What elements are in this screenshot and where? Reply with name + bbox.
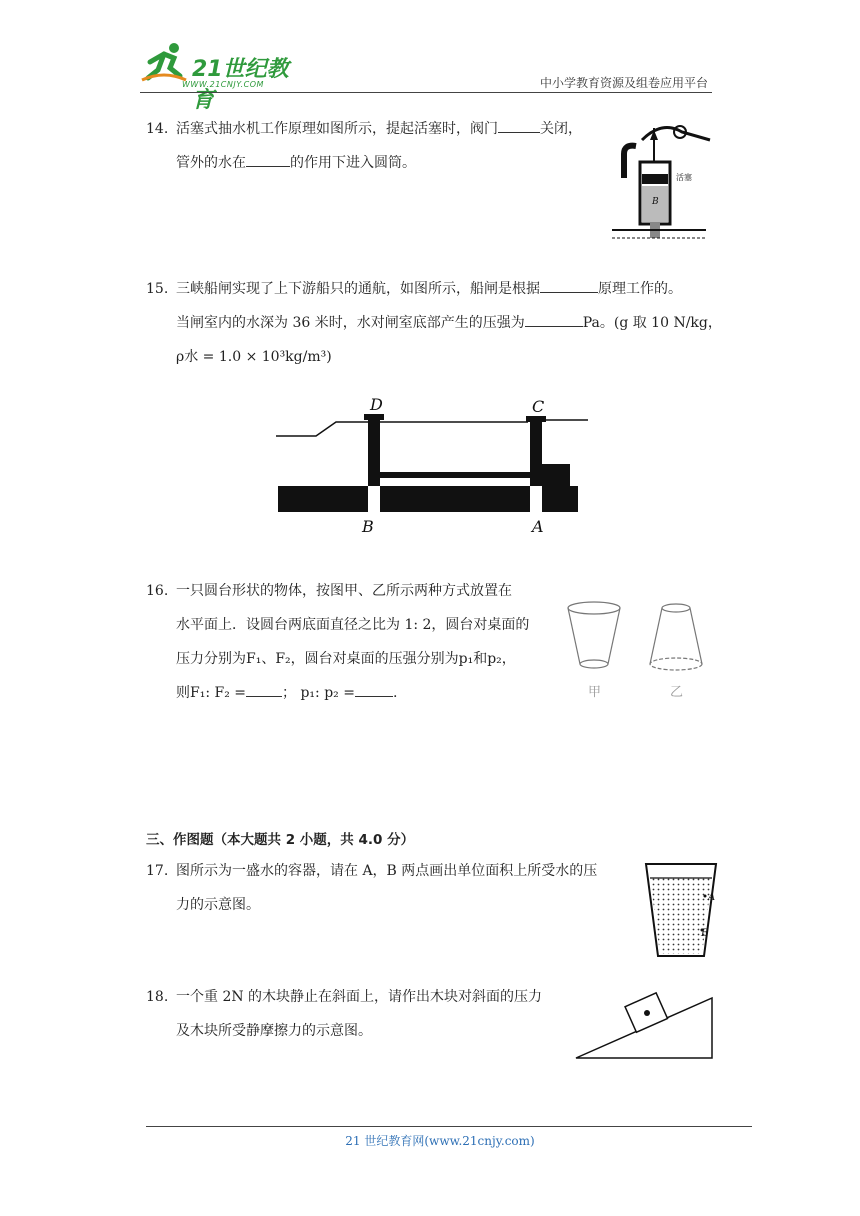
label-d: D <box>370 395 383 414</box>
piston-label: 活塞 <box>676 173 692 182</box>
q15-text-e: ρ水 = 1.0 × 10³kg/m³) <box>176 349 332 365</box>
question-15-line3 <box>146 340 726 374</box>
question-15-line2 <box>146 306 726 340</box>
valve-b-label: B <box>652 197 659 207</box>
q16-text-4c: . <box>392 685 398 701</box>
question-16-line2 <box>146 608 566 642</box>
logo-url: WWW.21CNJY.COM <box>182 80 264 89</box>
frustum-figure <box>564 596 714 702</box>
water-container-figure <box>642 858 722 958</box>
q14-text-d: 的作用下进入圆筒。 <box>290 155 416 171</box>
q16-text-4a: 则F₁: F₂ = <box>176 685 246 701</box>
q16-text-1: 一只圆台形状的物体，按图甲、乙所示两种方式放置在 <box>176 583 512 599</box>
header-divider <box>140 92 712 93</box>
label-c: C <box>532 397 545 416</box>
incline-block-figure <box>572 986 716 1062</box>
question-17-line1 <box>146 854 636 888</box>
q16-text-3: 压力分别为F₁、F₂，圆台对桌面的压强分别为p₁和p₂， <box>176 651 516 667</box>
q14-text-a: 活塞式抽水机工作原理如图所示，提起活塞时，阀门 <box>176 121 498 137</box>
footer-text: 21 世纪教育网(www.21cnjy.com) <box>345 1134 535 1148</box>
question-number: 18. <box>146 989 169 1005</box>
question-16-line4 <box>146 676 566 710</box>
label-b: B <box>362 517 374 536</box>
q15-text-b: 原理工作的。 <box>598 281 682 297</box>
question-14-line2 <box>146 146 616 180</box>
answer-blank[interactable] <box>246 682 282 697</box>
ship-lock-figure <box>276 390 596 540</box>
question-15 <box>146 272 726 374</box>
q14-text-c: 管外的水在 <box>176 155 246 171</box>
logo <box>140 40 310 113</box>
logo-title: 21世纪教育 <box>192 57 289 113</box>
question-17-line2 <box>146 888 636 922</box>
question-18-line1 <box>146 980 576 1014</box>
answer-blank[interactable] <box>498 118 540 133</box>
header-platform-text: 中小学教育资源及组卷应用平台 <box>539 76 708 90</box>
question-17 <box>146 854 636 922</box>
section-3-title: 三、作图题（本大题共 2 小题，共 4.0 分） <box>146 832 415 848</box>
q15-text-a: 三峡船闸实现了上下游船只的通航，如图所示，船闸是根据 <box>176 281 540 297</box>
runner-logo-icon <box>140 40 188 86</box>
question-16 <box>146 574 566 710</box>
q16-text-4b: ； p₁: p₂ = <box>282 685 355 701</box>
question-number: 14. <box>146 121 169 137</box>
question-14 <box>146 112 616 180</box>
answer-blank[interactable] <box>246 152 290 167</box>
question-number: 17. <box>146 863 169 879</box>
answer-blank[interactable] <box>525 312 583 327</box>
point-a-label: A <box>708 892 716 903</box>
footer-divider <box>146 1126 752 1127</box>
question-15-line1 <box>146 272 726 306</box>
answer-blank[interactable] <box>355 682 393 697</box>
q15-text-c: 当闸室内的水深为 36 米时，水对闸室底部产生的压强为 <box>176 315 525 331</box>
question-number: 15. <box>146 281 169 297</box>
q15-text-d: Pa。(g 取 10 N/kg， <box>582 315 722 331</box>
question-18 <box>146 980 576 1048</box>
q17-text-1: 图所示为一盛水的容器，请在 A，B 两点画出单位面积上所受水的压 <box>176 863 598 879</box>
question-number: 16. <box>146 583 169 599</box>
q18-text-1: 一个重 2N 的木块静止在斜面上，请作出木块对斜面的压力 <box>176 989 543 1005</box>
q14-text-b: 关闭， <box>540 121 582 137</box>
q16-text-2: 水平面上．设圆台两底面直径之比为 1: 2，圆台对桌面的 <box>176 617 530 633</box>
question-14-line1 <box>146 112 616 146</box>
question-16-line3 <box>146 642 566 676</box>
q18-text-2: 及木块所受静摩擦力的示意图。 <box>176 1023 372 1039</box>
question-18-line2 <box>146 1014 576 1048</box>
label-yi: 乙 <box>670 685 684 700</box>
pump-figure <box>602 118 712 244</box>
answer-blank[interactable] <box>540 278 598 293</box>
label-jia: 甲 <box>588 685 602 700</box>
q17-text-2: 力的示意图。 <box>176 897 260 913</box>
question-16-line1 <box>146 574 566 608</box>
point-b-label: B <box>701 928 709 939</box>
label-a: A <box>532 517 544 536</box>
